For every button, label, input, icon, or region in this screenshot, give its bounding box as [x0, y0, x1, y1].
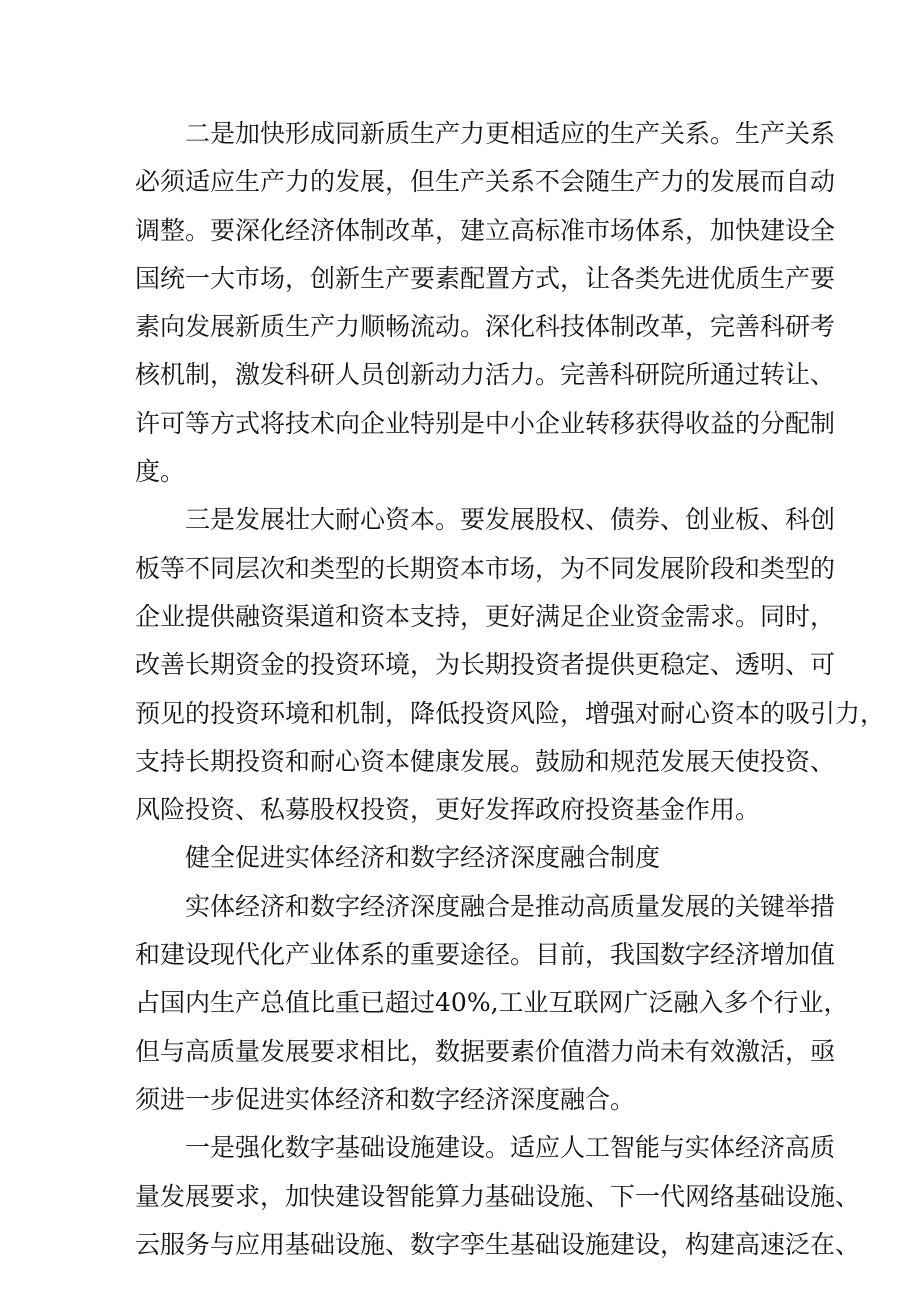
paragraph-line: 二是加快形成同新质生产力更相适应的生产关系。生产关系 — [185, 119, 836, 148]
paragraph-line: 板等不同层次和类型的长期资本市场，为不同发展阶段和类型的 — [135, 553, 836, 583]
paragraph-line: 支持长期投资和耐心资本健康发展。鼓励和规范发展天使投资、 — [135, 746, 836, 776]
section-heading: 健全促进实体经济和数字经济深度融合制度 — [185, 843, 661, 873]
paragraph-line: 风险投资、私募股权投资，更好发挥政府投资基金作用。 — [135, 795, 761, 825]
paragraph-line: 预见的投资环境和机制，降低投资风险，增强对耐心资本的吸引力， — [135, 698, 886, 728]
paragraph-line: 调整。要深化经济体制改革，建立高标准市场体系，加快建设全 — [135, 215, 836, 245]
paragraph-line: 云服务与应用基础设施、数字孪生基础设施建设，构建高速泛在、 — [135, 1229, 861, 1259]
paragraph-line: 一是强化数字基础设施建设。适应人工智能与实体经济高质 — [185, 1133, 836, 1163]
document-body — [135, 110, 886, 1269]
paragraph-line: 核机制，激发科研人员创新动力活力。完善科研院所通过转让、 — [135, 360, 836, 390]
paragraph-line: 量发展要求，加快建设智能算力基础设施、下一代网络基础设施、 — [135, 1181, 861, 1211]
paragraph-line: 企业提供融资渠道和资本支持，更好满足企业资金需求。同时， — [135, 601, 836, 631]
paragraph-line: 国统一大市场，创新生产要素配置方式，让各类先进优质生产要 — [135, 263, 836, 293]
paragraph-line: 和建设现代化产业体系的重要途径。目前，我国数字经济增加值 — [135, 940, 836, 970]
paragraph-line: 度。 — [135, 457, 186, 487]
paragraph-line: 须进一步促进实体经济和数字经济深度融合。 — [135, 1084, 636, 1114]
paragraph-line: 三是发展壮大耐心资本。要发展股权、债券、创业板、科创 — [185, 505, 836, 535]
paragraph-line: 素向发展新质生产力顺畅流动。深化科技体制改革，完善科研考 — [135, 312, 836, 342]
paragraph-line: 占国内生产总值比重已超过40%,工业互联网广泛融入多个行业， — [135, 988, 849, 1018]
paragraph-line: 必须适应生产力的发展，但生产关系不会随生产力的发展而自动 — [135, 167, 836, 197]
paragraph-line: 实体经济和数字经济深度融合是推动高质量发展的关键举措 — [185, 891, 836, 921]
paragraph-line: 许可等方式将技术向企业特别是中小企业转移获得收益的分配制 — [135, 408, 836, 438]
paragraph-line: 改善长期资金的投资环境，为长期投资者提供更稳定、透明、可 — [135, 650, 836, 680]
paragraph-line: 但与高质量发展要求相比，数据要素价值潜力尚未有效激活，亟 — [135, 1036, 836, 1066]
